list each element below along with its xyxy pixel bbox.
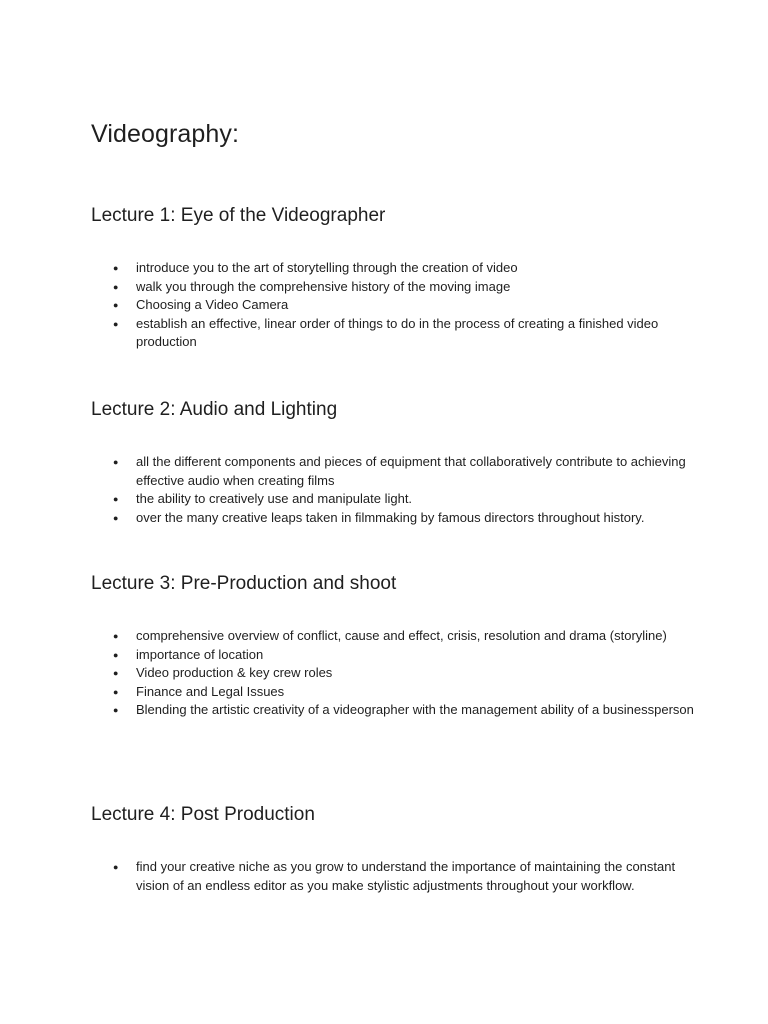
- list-item: [91, 701, 696, 720]
- bullet-icon: ●: [113, 263, 119, 273]
- list-item: [91, 490, 696, 509]
- list-item-text: Choosing a Video Camera: [136, 297, 289, 313]
- lecture-3-heading: Lecture 3: Pre-Production and shoot: [91, 573, 397, 594]
- lecture-1-heading: Lecture 1: Eye of the Videographer: [91, 205, 386, 226]
- list-item-text: Video production & key crew roles: [136, 665, 333, 681]
- bullet-icon: ●: [113, 649, 119, 660]
- list-item: [91, 646, 696, 665]
- bullet-icon: ●: [113, 686, 119, 697]
- list-item-text: importance of location: [136, 646, 264, 662]
- list-item: [91, 664, 696, 683]
- list-item-text: comprehensive overview of conflict, cause and effect, crisis, resolution and drama (storyline): [136, 628, 667, 643]
- bullet-icon: ●: [113, 457, 119, 467]
- list-item: [91, 296, 696, 315]
- list-item: [91, 453, 696, 490]
- list-item: [91, 858, 696, 895]
- lecture-4-section: [91, 803, 691, 895]
- lecture-1-section: [91, 204, 691, 352]
- bullet-icon: ●: [113, 494, 119, 505]
- list-item: [91, 278, 696, 297]
- list-item-text: over the many creative leaps taken in filmmaking by famous directors throughout history.: [136, 509, 645, 525]
- list-item: [91, 259, 696, 278]
- list-item-text: all the different components and pieces of equipment that collaboratively contribute to achieving effective audio when creating films: [136, 454, 686, 488]
- bullet-icon: ●: [113, 668, 119, 679]
- bullet-icon: ●: [113, 705, 119, 716]
- list-item: [91, 627, 696, 646]
- list-item-text: establish an effective, linear order of things to do in the process of creating a finished video production: [136, 315, 659, 350]
- lecture-2-heading: Lecture 2: Audio and Lighting: [91, 399, 338, 420]
- bullet-icon: ●: [113, 512, 119, 523]
- list-item: [91, 315, 696, 352]
- bullet-icon: ●: [113, 318, 119, 329]
- lecture-2-bullet-list: [91, 453, 691, 527]
- lecture-4-heading: Lecture 4: Post Production: [91, 804, 315, 825]
- document-title: Videography:: [91, 120, 240, 148]
- lecture-3-bullet-list: [91, 627, 694, 720]
- list-item-text: Finance and Legal Issues: [136, 683, 285, 699]
- list-item-text: find your creative niche as you grow to understand the importance of maintaining the constant vision of an endless editor as you make stylistic adjustments throughout your workflow.: [136, 859, 676, 893]
- lecture-1-bullet-list: [91, 259, 691, 352]
- list-item: [91, 683, 696, 702]
- list-item-text: introduce you to the art of storytelling through the creation of video: [136, 260, 518, 275]
- bullet-icon: ●: [113, 281, 119, 292]
- bullet-icon: ●: [113, 862, 119, 872]
- lecture-4-bullet-list: [91, 858, 691, 895]
- list-item: [91, 509, 696, 528]
- list-item-text: Blending the artistic creativity of a videographer with the management ability of a businessperson: [136, 702, 694, 718]
- list-item-text: walk you through the comprehensive history of the moving image: [136, 278, 511, 294]
- list-item-text: the ability to creatively use and manipulate light.: [136, 491, 413, 507]
- lecture-2-section: [91, 398, 691, 527]
- lecture-3-section: [91, 572, 694, 720]
- bullet-icon: ●: [113, 300, 119, 311]
- bullet-icon: ●: [113, 631, 119, 641]
